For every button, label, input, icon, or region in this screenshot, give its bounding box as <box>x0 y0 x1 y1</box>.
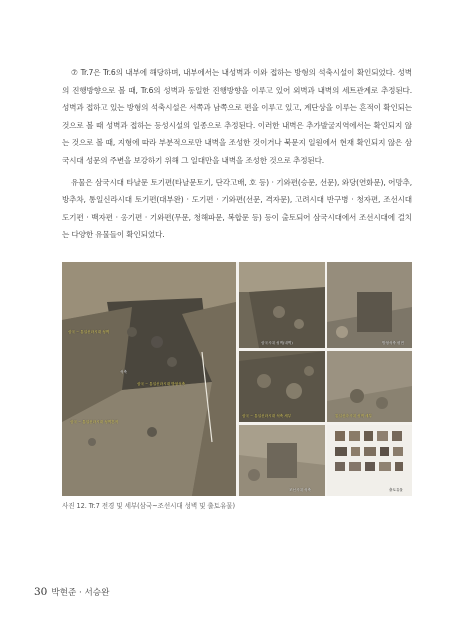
photo-stonework-detail <box>239 351 325 422</box>
photo-main-graphic <box>62 262 236 496</box>
photo-inner-wall-graphic <box>239 262 325 348</box>
photo-wall-detail <box>327 351 412 422</box>
label-main-wall-trace: 삼국 ~ 통일신라시대 성벽흔적 <box>70 420 119 424</box>
page-number: 30 <box>34 586 48 598</box>
photo-caption: 사진 12. Tr.7 전경 및 세부(삼국~조선시대 성벽 및 출토유물) <box>62 502 235 510</box>
label-main-wall: 삼국 ~ 통일신라시대 성벽 <box>68 330 110 334</box>
paragraph-artifacts: 유물은 삼국시대 타날문 토기편(타날문토기, 단각고배, 호 등) · 기와편(승문, 선문), 와당(연화문), 어망추, 방추차, 통일신라시대 토기편(대부완) · 도기편 · 기와편(선문, 격자문), 고려시대 반구병 · 청자편, 조선시대 도기편 · 백자편 · 옹기편 · 기와편(무문, 청해파문, 복합문 등) 등이 출토되어 삼국시대에서 조선시대에 걸치는 다양한 유물들이 확인되었다. <box>62 177 412 240</box>
photo-inner-wall <box>239 262 325 348</box>
footer-authors: 박현준 · 서승완 <box>51 588 110 598</box>
photo-main-trench <box>62 262 236 496</box>
label-square-stonework-plan: 방형석축 평면 <box>382 341 404 345</box>
paragraph-tr7-description: ⑦ Tr.7은 Tr.6의 내부에 해당하며, 내부에서는 내성벽과 이와 접하는 방형의 석축시설이 확인되었다. 성벽의 진행방향으로 볼 때, Tr.6의 성벽과 동일한 진행방향을 이루고 있어 외벽과 내벽의 세트관계로 추정된다. 성벽과 접하고 있는 방형의 석축시설은 서쪽과 남쪽으로 편을 이루고 있고, 계단상을 이루는 흔적이 확인되는 것으로 볼 때 성벽과 접하는 등성시설의 일종으로 추정된다. 이러한 내벽은 추가발굴지역에서는 확인되지 않는 것으로 볼 때, 지형에 따라 부분적으로만 내벽을 조성한 것이거나 북문지 일원에서 현재 확인되지 않은 삼국시대 성문의 주변을 보강하기 위해 그 일대만을 내벽을 조성한 것으로 추정된다. <box>62 68 412 165</box>
label-main-square-stonework: 삼국 ~ 통일신라시대 방형석축 <box>137 382 186 386</box>
photo-artifacts-graphic <box>327 425 412 496</box>
label-inner-wall: 삼국시대 성벽(내벽) <box>261 341 293 345</box>
label-main-stonework: 석축 <box>120 370 127 374</box>
body-text <box>62 64 412 248</box>
label-joseon-stonework: 조선시대 석축 <box>289 488 311 492</box>
label-wall-detail: 통일신라시대 성벽 세부 <box>335 414 372 418</box>
photo-square-stonework-plan-graphic <box>327 262 412 348</box>
label-stonework-detail: 삼국 ~ 통일신라시대 석축 세부 <box>242 414 292 418</box>
photo-wall-detail-graphic <box>327 351 412 422</box>
photo-excavated-artifacts <box>327 425 412 496</box>
page-footer <box>34 586 109 598</box>
photo-panel <box>62 262 412 496</box>
photo-stonework-detail-graphic <box>239 351 325 422</box>
photo-square-stonework-plan <box>327 262 412 348</box>
label-excavated-artifacts: 출토유물 <box>389 488 403 492</box>
photo-joseon-stonework <box>239 425 325 496</box>
photo-joseon-stonework-graphic <box>239 425 325 496</box>
